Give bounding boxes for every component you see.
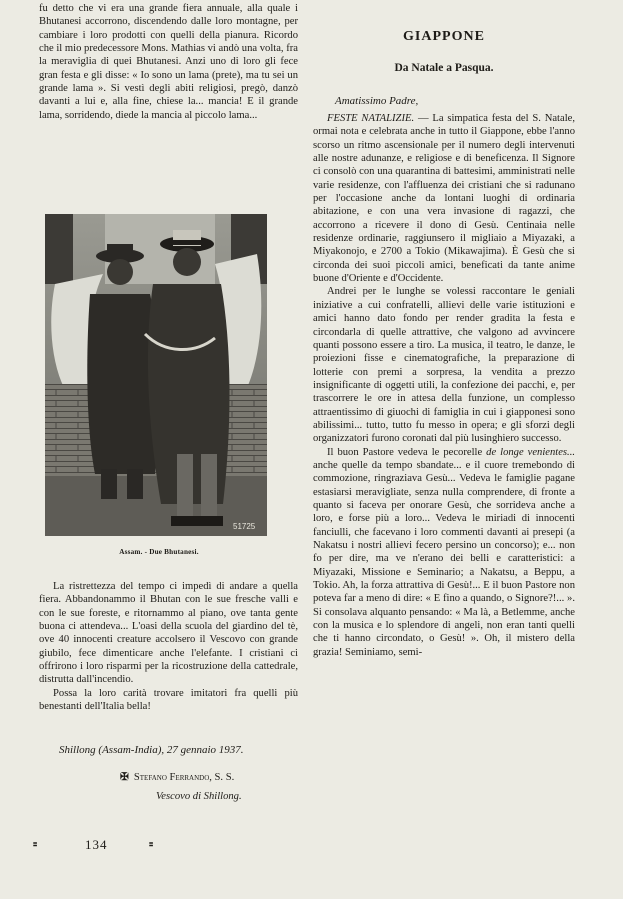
salutation: Amatissimo Padre, (335, 95, 419, 107)
paragraph-text: Il buon Pastore vedeva le pecorelle (327, 446, 483, 458)
paragraph: La ristrettezza del tempo ci impedì di andare a quella fiera. Abbandonammo il Bhutan con le sue fresche valli e con le sue foreste, e ritornammo al piano, ove tanta gente buona ci attendeva... L'oasi della scuola del giardino del tè, ove 40 innocenti creature accolsero il Vescovo con grande giubilo, fece dimenticare anche l'elefante. I cristiani ci offrirono i loro risparmi per la ricostruzione della cattedrale, distrutta dall'incendio. (39, 581, 298, 686)
paragraph-lead: FESTE NATALIZIE. (327, 113, 415, 124)
ornament-icon: ⹀ (149, 837, 154, 852)
left-bottom-text (39, 580, 298, 713)
photo-caption: Assam. - Due Bhutanesi. (119, 548, 199, 556)
signature (120, 771, 234, 784)
paragraph: Andrei per le lunghe se volessi raccontare le geniali iniziative a cui confratelli, allievi delle varie istituzioni e amici hanno dato fondo per render gradita la festa e circondarla di quelle attrattive, che valgono ad avvincere quanti possono essere a tiro. La musica, il teatro, le danze, le proiezioni fisse e cinematografiche, la preparazione di lotterie con premi a sorpresa, la vendita a prezzo insignificante di oggetti utili, la confezione dei pacchi, e, per trascorrere le ore in attesa della funzione, un complesso attraentissimo di giuochi di famiglia in cui i giapponesi sono abilissimi... tutto, tutto fu messo in opera; e gli sforzi degli organizzatori furono coronati dal più lusinghiero successo. (313, 286, 575, 445)
paragraph: fu detto che vi era una grande fiera annuale, alla quale i Bhutanesi accorrono, discendendo dalle loro montagne, per cambiare i loro prodotti con quelli della pianura. Ricordo che il mio predecessore Mons. Mathias vi andò una volta, fra la meraviglia di quei Bhutanesi. Anzi uno di loro gli fece gran festa e gli disse: « Io sono un lama (prete), ma tu sei un grande lama ». Si vestì degli abiti religiosi, pregò, danzò davanti a lui e, alla fine, chiese la... mancia! E il grande lama, sorridendo, diede la mancia al piccolo lama... (39, 3, 298, 121)
photo-two-bhutanese (45, 214, 267, 536)
ornament-icon: ⹀ (33, 837, 38, 852)
paragraph-text: anche quelle da tempo sbandate... e il cuore tremebondo di commozione, ringraziava Gesù... Vedeva le famiglie pagane estasiarsi meravigliate, senza nulla comprendere, di fronte a quanto si faceva per onorare Gesù, che sorrideva anche a loro, e forse più a loro... Vedeva le miriadi di innocenti fanciulli, che facevano i loro commenti davanti ai presepi (a Nakatsu i nostri allievi fecero persino un concorso); e... non fo per dire, ma ve n'erano dei belli e caratteristici: a Miyazaki, Missione e Seminario; a Nakatsu, a Beppu, a Tokio. Ah, la forza attrattiva di Gesù!... E il buon Pastore non poteva far a meno di dire: « E fino a quando, o Signore?!... ». Si consolava alquanto pensando: « Ma là, a Betlemme, anche con la musica e lo splendore di angeli, non eran tanti quelli che ti hanno circondato, o Gesù! ». Oh, il mistero della grazia! Seminiamo, semi- (313, 459, 575, 658)
signature-role: Vescovo di Shillong. (156, 791, 242, 802)
section-title: GIAPPONE (403, 29, 485, 44)
photo-image (45, 214, 267, 536)
paragraph-text: — La simpatica festa del S. Natale, ormai nota e celebrata anche in tutto il Giappone, ebbe l'anno scorso un ritmo ascensionale per il numero degli intervenuti alle nostre adunanze, e religiose e di beneficenza. Il Signore ci consolò con una quarantina di battesimi, amministrati nelle varie residenze, con l'affluenza dei cristiani che si radunano per l'occasione anche da lontani luoghi di ordinaria abitazione, e con una vera invasione di ragazzi, che accorrono a ricevere il dono di Gesù. Centinaia nelle residenze ordinarie, raggiunsero il migliaio a Miyazaki, a Miyakonojo, e 2700 a Tokio (Mikawajima). È Gesù che si circonda dei suoi piccoli amici, beneficati da tante anime buone d'Oriente e d'Occidente. (313, 113, 575, 285)
place-date: Shillong (Assam-India), 27 gennaio 1937. (59, 744, 244, 756)
page-number: 134 (85, 837, 108, 852)
cross-icon: ✠ (120, 772, 129, 783)
paragraph: Possa la loro carità trovare imitatori fra quelli più benestanti dell'Italia bella! (39, 687, 298, 713)
photo-plate-number: 51725 (233, 522, 256, 531)
paragraph (313, 446, 575, 660)
left-top-text (39, 2, 298, 122)
article-subtitle: Da Natale a Pasqua. (394, 62, 494, 74)
signature-name: Stefano Ferrando, S. S. (133, 772, 235, 783)
right-body-text (313, 112, 575, 659)
paragraph (313, 112, 575, 285)
latin-quote: de longe venientes... (486, 446, 575, 458)
